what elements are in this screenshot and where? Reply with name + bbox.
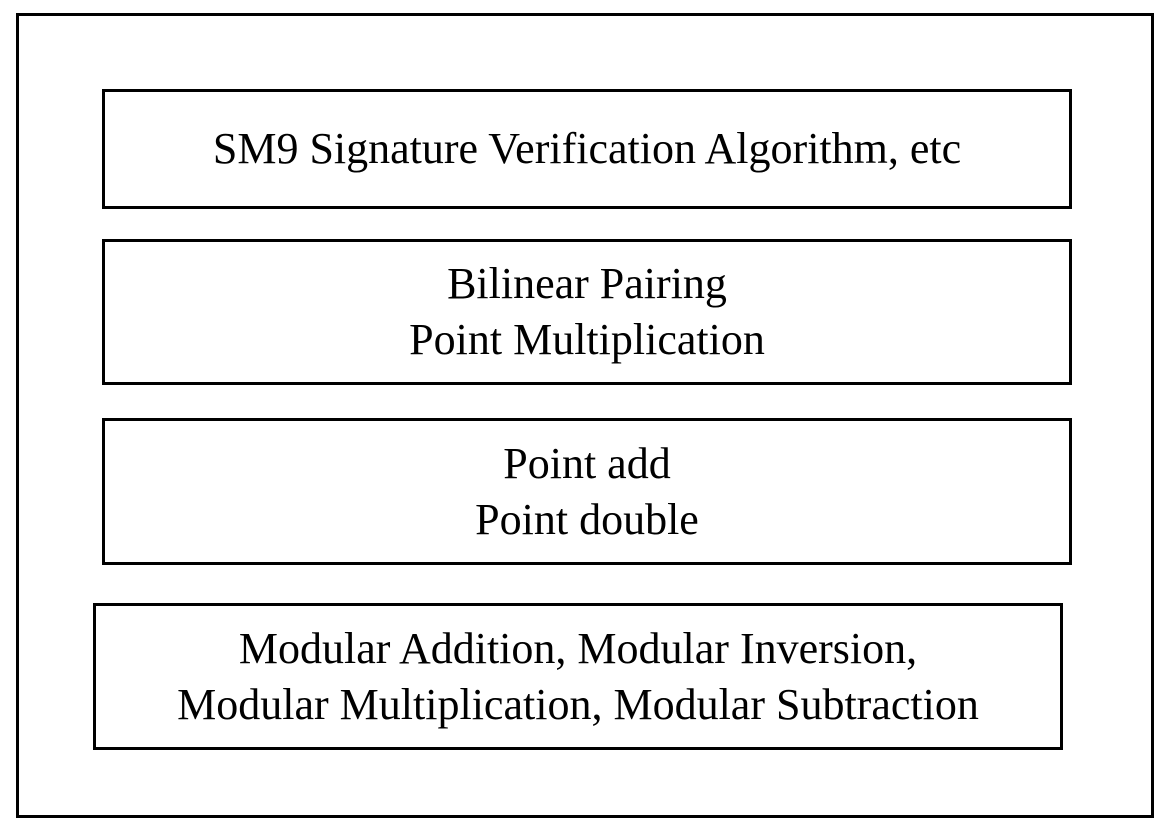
layer-box-modular-ops xyxy=(93,603,1063,750)
layer-label-line: Point add xyxy=(503,438,671,488)
layer-box-point-ops xyxy=(102,418,1072,565)
layer-box-algorithm xyxy=(102,89,1072,209)
layer-label-line: Modular Multiplication, Modular Subtraction xyxy=(177,679,979,729)
layer-label-line: Bilinear Pairing xyxy=(447,259,727,308)
layer-box-pairing xyxy=(102,239,1072,385)
layer-label-line: Point Multiplication xyxy=(409,315,765,364)
layer-label-line: SM9 Signature Verification Algorithm, etc xyxy=(212,124,962,173)
layer-label-line: Point double xyxy=(475,494,699,544)
layer-label-line: Modular Addition, Modular Inversion, xyxy=(238,623,918,673)
